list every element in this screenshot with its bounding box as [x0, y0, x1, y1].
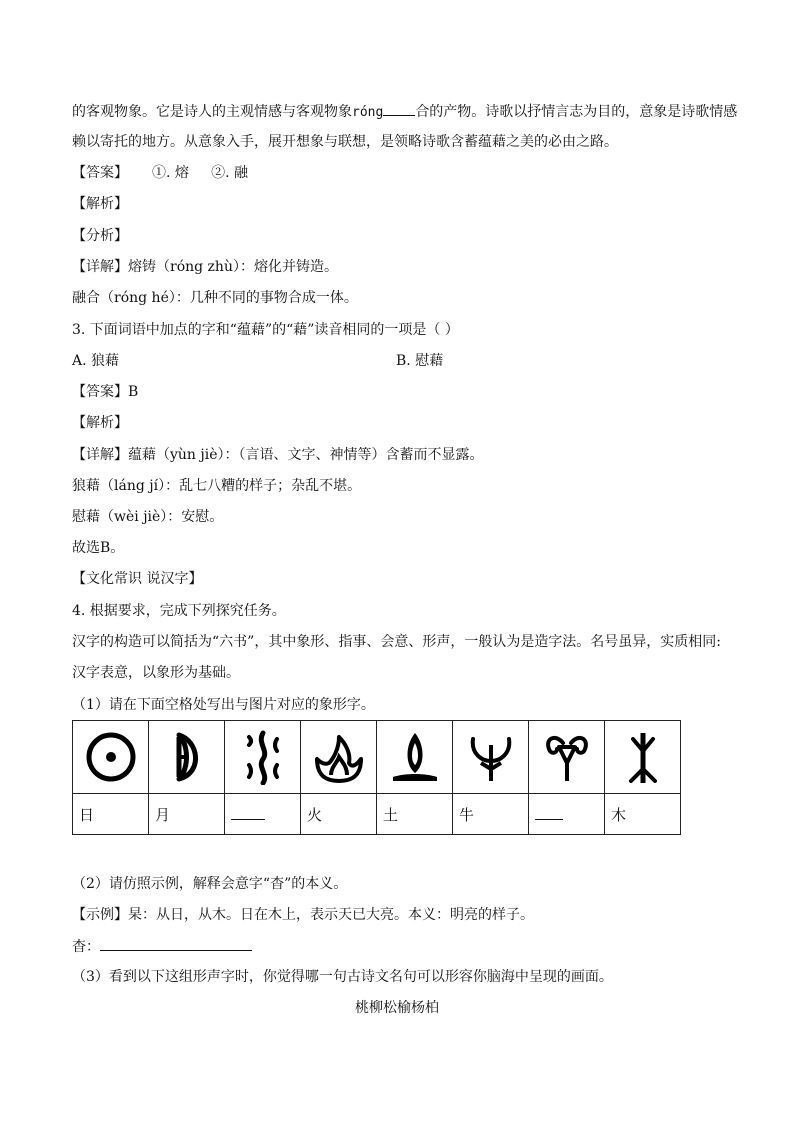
section-heading: 【文化常识 说汉字】	[72, 571, 203, 587]
cell-earth	[377, 721, 453, 794]
q2-fenxi-label: 【分析】	[72, 228, 128, 244]
char-cell-sheep-blank[interactable]	[529, 794, 605, 835]
char-cell-moon: 月	[149, 794, 225, 835]
char-cell-tree: 木	[605, 794, 681, 835]
cell-fire	[301, 721, 377, 794]
pictograph-table	[72, 720, 681, 835]
q2-detail-2: 融合（róng hé）：几种不同的事物合成一体。	[72, 290, 358, 306]
cell-ox	[453, 721, 529, 794]
passage-line-2: 赖以寄托的地方。从意象入手，展开想象与联想，是领略诗歌含蓄蕴藉之美的必由之路。	[72, 134, 618, 150]
cell-tree	[605, 721, 681, 794]
blank-sheep	[535, 805, 563, 820]
water-glyph-icon	[235, 729, 291, 785]
blank-water	[231, 805, 265, 820]
sun-glyph-icon	[83, 729, 139, 785]
q2-detail: 【详解】熔铸（róng zhù）：熔化并铸造。	[72, 259, 338, 275]
q4-sub-3: （3）看到以下这组形声字时，你觉得哪一句古诗文名句可以形容你脑海中呈现的画面。	[72, 969, 613, 985]
passage-line-1	[72, 101, 737, 123]
char-cell-earth: 土	[377, 794, 453, 835]
q3-option-a: A. 狼藉	[72, 353, 120, 369]
tree-glyph-icon	[615, 729, 671, 785]
answer-label: 【答案】	[72, 165, 128, 181]
answer-text: ①. 熔 ②. 融	[152, 165, 249, 181]
q4-intro-1: 汉字的构造可以简括为“六书”，其中象形、指事、会意、形声，一般认为是造字法。名号虽异，实质相同:	[72, 634, 722, 650]
word-group: 桃柳松榆杨柏	[355, 1000, 439, 1016]
q4-question: 4. 根据要求，完成下列探究任务。	[72, 603, 286, 619]
fill-label: 杳：	[72, 939, 100, 955]
q3-answer: 【答案】B	[72, 384, 139, 400]
earth-glyph-icon	[387, 729, 443, 785]
q3-analysis-label: 【解析】	[72, 415, 128, 431]
q4-example: 【示例】杲：从日，从木。日在木上，表示天已大亮。本义：明亮的样子。	[72, 907, 534, 923]
q4-intro-2: 汉字表意，以象形为基础。	[72, 665, 240, 681]
fire-glyph-icon	[311, 729, 367, 785]
q2-answer	[72, 163, 248, 183]
cell-water	[225, 721, 301, 794]
q3-option-b: B. 慰藉	[396, 353, 444, 369]
cell-sheep	[529, 721, 605, 794]
ox-glyph-icon	[463, 729, 519, 785]
q3-detail-3: 慰藉（wèi jiè）：安慰。	[72, 509, 224, 525]
q2-analysis-label: 【解析】	[72, 196, 128, 212]
cell-moon	[149, 721, 225, 794]
char-cell-ox: 牛	[453, 794, 529, 835]
q4-fill-line	[72, 936, 252, 957]
pictograph-row	[73, 721, 681, 794]
q3-conclusion: 故选B。	[72, 540, 125, 556]
pinyin-rong: róng	[352, 105, 384, 120]
fill-blank[interactable]	[100, 936, 252, 951]
char-row	[73, 794, 681, 835]
q4-sub-2: （2）请仿照示例，解释会意字“杳”的本义。	[72, 876, 348, 892]
answer-blank	[383, 101, 415, 116]
passage-text: 的客观物象。它是诗人的主观情感与客观物象	[72, 104, 352, 120]
passage-text-after: 合的产物。诗歌以抒情言志为目的，意象是诗歌情感	[415, 104, 738, 120]
q3-detail: 【详解】蕴藉（yùn jiè）：（言语、文字、神情等）含蓄而不显露。	[72, 447, 484, 463]
q4-sub-1: （1）请在下面空格处写出与图片对应的象形字。	[72, 697, 375, 713]
moon-glyph-icon	[159, 729, 215, 785]
q3-detail-2: 狼藉（láng jí）：乱七八糟的样子；杂乱不堪。	[72, 478, 362, 494]
char-cell-fire: 火	[301, 794, 377, 835]
char-cell-water-blank[interactable]	[225, 794, 301, 835]
cell-sun	[73, 721, 149, 794]
char-cell-sun: 日	[73, 794, 149, 835]
sheep-glyph-icon	[539, 729, 595, 785]
q3-question: 3. 下面词语中加点的字和“蕴藉”的“藉”读音相同的一项是（ ）	[72, 322, 459, 338]
